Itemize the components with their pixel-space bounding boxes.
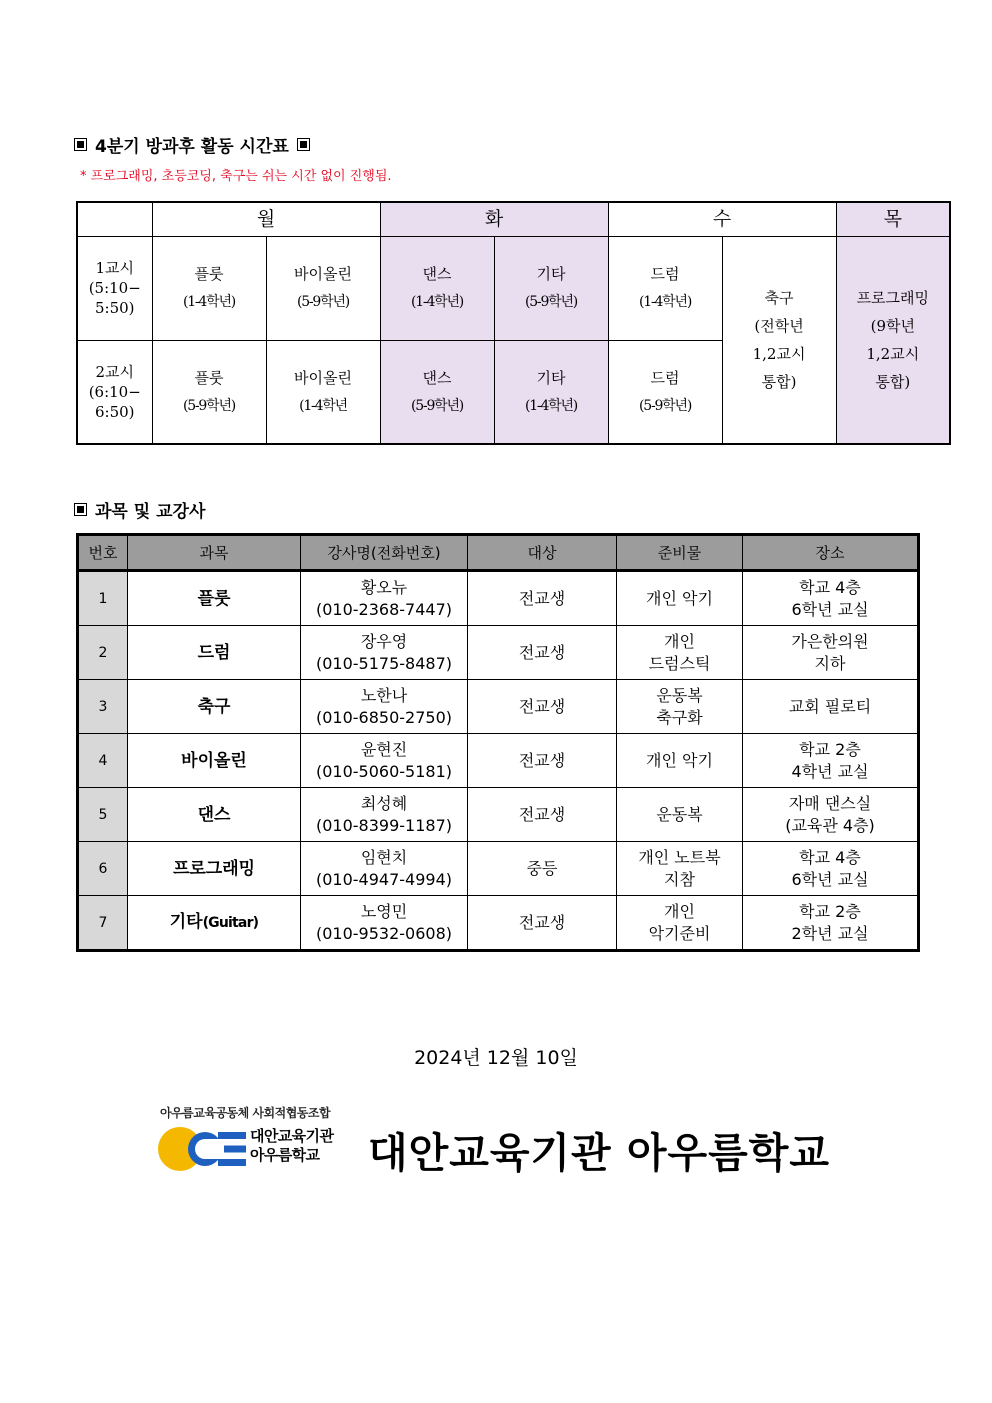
- period-1-cell: [77, 236, 152, 340]
- row-preparation: [617, 571, 743, 626]
- table-row: [78, 842, 919, 896]
- row-number: 4: [78, 734, 128, 788]
- activity-cell: [380, 236, 494, 340]
- row-teacher: [301, 571, 468, 626]
- teacher-phone: (010-9532-0608): [315, 923, 452, 943]
- programming-line: (9학년: [870, 316, 915, 335]
- row-subject: [128, 788, 301, 842]
- row-target: 전교생: [468, 734, 617, 788]
- row-number: 1: [78, 571, 128, 626]
- prep-line: 축구화: [656, 707, 703, 727]
- corner-cell: [77, 202, 152, 236]
- activity-grade: (5-9학년): [296, 294, 350, 310]
- activity-name: 바이올린: [294, 265, 352, 283]
- header-target: 대상: [468, 535, 617, 571]
- row-teacher: [301, 842, 468, 896]
- row-place: [743, 896, 919, 951]
- activity-cell: [266, 236, 380, 340]
- row-preparation: [617, 734, 743, 788]
- activity-name: 드럼: [650, 368, 680, 387]
- place-line: 학교 4층: [799, 847, 861, 867]
- subject-name: 축구: [197, 696, 231, 717]
- subject-name: 기타: [169, 912, 203, 932]
- place-line: 6학년 교실: [791, 869, 869, 889]
- period-name: 2교시: [95, 362, 135, 381]
- subject-name: 드럼: [197, 642, 231, 663]
- table-row: [78, 626, 919, 680]
- period-time-end: 5:50): [94, 299, 135, 317]
- row-target: 전교생: [468, 571, 617, 626]
- header-subject: 과목: [128, 535, 301, 571]
- subject-name-en: (Guitar): [202, 915, 259, 931]
- soccer-cell: [722, 236, 836, 444]
- table-row: [78, 896, 919, 951]
- subject-name: 바이올린: [181, 750, 247, 771]
- activity-cell: [494, 236, 608, 340]
- logo-text: [250, 1127, 333, 1165]
- teacher-name: 윤현진: [360, 739, 408, 759]
- row-target: 중등: [468, 842, 617, 896]
- teacher-phone: (010-6850-2750): [315, 707, 452, 727]
- teacher-name: 장우영: [360, 631, 408, 651]
- document-date: 2024년 12월 10일: [414, 1047, 578, 1069]
- activity-name: 드럼: [650, 265, 680, 283]
- row-place: [743, 680, 919, 734]
- activity-name: 기타: [536, 265, 566, 283]
- schedule-title-text: 4분기 방과후 활동 시간표: [95, 137, 289, 157]
- row-subject: [128, 680, 301, 734]
- square-bullet-icon: [297, 138, 310, 151]
- row-place: [743, 788, 919, 842]
- prep-line: 개인 노트북: [638, 847, 721, 867]
- activity-grade: (5-9학년): [182, 397, 236, 414]
- row-subject: [128, 896, 301, 951]
- subjects-section-title: [74, 497, 205, 522]
- row-target: 전교생: [468, 680, 617, 734]
- teacher-phone: (010-5175-8487): [315, 653, 452, 673]
- teacher-phone: (010-8399-1187): [315, 815, 452, 835]
- subject-name: 댄스: [197, 804, 231, 825]
- table-row: [78, 788, 919, 842]
- row-teacher: [301, 734, 468, 788]
- soccer-line: 1,2교시: [752, 344, 806, 363]
- activity-name: 바이올린: [294, 368, 352, 387]
- row-preparation: [617, 788, 743, 842]
- activity-grade: (1-4학년): [638, 294, 692, 310]
- place-line: 학교 4층: [799, 577, 861, 597]
- school-logo-icon: [158, 1124, 248, 1174]
- row-number: 5: [78, 788, 128, 842]
- table-row: [78, 571, 919, 626]
- logo-line-1: 대안교육기관: [250, 1127, 334, 1145]
- row-place: [743, 626, 919, 680]
- activity-name: 플룻: [194, 368, 224, 387]
- programming-line: 1,2교시: [866, 344, 920, 363]
- teacher-name: 노영민: [360, 901, 408, 921]
- place-line: 6학년 교실: [791, 599, 869, 619]
- activity-cell: [152, 340, 266, 444]
- teacher-name: 최성혜: [360, 793, 408, 813]
- place-line: 자매 댄스실: [788, 793, 872, 813]
- row-preparation: [617, 626, 743, 680]
- activity-grade: (5-9학년): [638, 397, 692, 414]
- period-name: 1교시: [95, 259, 135, 277]
- schedule-table: [76, 201, 951, 445]
- teacher-phone: (010-2368-7447): [315, 599, 452, 619]
- activity-grade: (5-9학년): [524, 294, 578, 310]
- subject-name: 플룻: [197, 588, 231, 609]
- place-line: 가은한의원: [791, 631, 869, 651]
- row-number: 3: [78, 680, 128, 734]
- square-bullet-icon: [74, 138, 87, 151]
- row-place: [743, 734, 919, 788]
- activity-name: 댄스: [422, 368, 452, 387]
- logo-line-2: 아우름학교: [250, 1146, 320, 1164]
- schedule-note: * 프로그래밍, 초등코딩, 축구는 쉬는 시간 없이 진행됨.: [80, 169, 392, 184]
- activity-grade: (1-4학년): [410, 294, 464, 310]
- subject-name: 프로그래밍: [172, 858, 256, 879]
- teacher-phone: (010-5060-5181): [315, 761, 452, 781]
- period-2-cell: [77, 340, 152, 444]
- row-subject: [128, 571, 301, 626]
- prep-line: 개인: [664, 901, 695, 921]
- activity-cell: [152, 236, 266, 340]
- place-line: 학교 2층: [799, 901, 861, 921]
- row-teacher: [301, 788, 468, 842]
- header-place: 장소: [743, 535, 919, 571]
- header-teacher: 강사명(전화번호): [301, 535, 468, 571]
- place-line: 학교 2층: [799, 739, 861, 759]
- prep-line: 지참: [664, 869, 695, 889]
- row-teacher: [301, 626, 468, 680]
- place-line: (교육관 4층): [785, 815, 875, 835]
- subjects-title-text: 과목 및 교강사: [95, 502, 206, 522]
- prep-line: 개인 악기: [646, 588, 713, 608]
- subjects-table: [76, 533, 920, 952]
- programming-line: 통합): [875, 372, 911, 391]
- activity-cell: [380, 340, 494, 444]
- row-number: 2: [78, 626, 128, 680]
- table-row: [78, 734, 919, 788]
- teacher-name: 임현치: [360, 847, 408, 867]
- row-number: 7: [78, 896, 128, 951]
- row-place: [743, 842, 919, 896]
- row-preparation: [617, 896, 743, 951]
- row-subject: [128, 626, 301, 680]
- row-target: 전교생: [468, 788, 617, 842]
- activity-grade: (1-4학년: [299, 397, 347, 414]
- row-target: 전교생: [468, 896, 617, 951]
- soccer-line: (전학년: [754, 316, 804, 335]
- school-name: 대안교육기관 아우름학교: [368, 1129, 830, 1177]
- row-place: [743, 571, 919, 626]
- header-preparation: 준비물: [617, 535, 743, 571]
- row-subject: [128, 842, 301, 896]
- activity-cell: [494, 340, 608, 444]
- place-line: 지하: [814, 653, 846, 673]
- teacher-phone: (010-4947-4994): [315, 869, 452, 889]
- activity-name: 기타: [536, 368, 566, 387]
- activity-name: 플룻: [194, 265, 224, 283]
- teacher-name: 황오뉴: [360, 577, 408, 597]
- period-time-start: (6:10−: [88, 382, 141, 401]
- teacher-name: 노한나: [360, 685, 408, 705]
- org-subtitle: 아우름교육공동체 사회적협동조합: [160, 1106, 331, 1120]
- programming-cell: [836, 236, 950, 444]
- prep-line: 운동복: [656, 804, 703, 824]
- day-header-wed: 수: [608, 202, 836, 236]
- period-time-start: (5:10−: [88, 279, 141, 297]
- table-row: [78, 680, 919, 734]
- prep-line: 운동복: [656, 685, 703, 705]
- prep-line: 드럼스틱: [648, 653, 711, 673]
- day-header-tue: 화: [380, 202, 608, 236]
- day-header-thu: 목: [836, 202, 950, 236]
- activity-grade: (1-4학년): [524, 397, 578, 414]
- header-number: 번호: [78, 535, 128, 571]
- activity-cell: [608, 236, 722, 340]
- day-header-mon: 월: [152, 202, 380, 236]
- place-line: 교회 필로티: [788, 696, 872, 716]
- schedule-section-title: [74, 132, 310, 157]
- prep-line: 개인: [664, 631, 695, 651]
- row-preparation: [617, 842, 743, 896]
- soccer-line: 축구: [764, 288, 794, 307]
- row-preparation: [617, 680, 743, 734]
- row-number: 6: [78, 842, 128, 896]
- prep-line: 악기준비: [648, 923, 711, 943]
- activity-grade: (5-9학년): [410, 397, 464, 414]
- prep-line: 개인 악기: [646, 750, 713, 770]
- square-bullet-icon: [74, 503, 87, 516]
- soccer-line: 통합): [761, 372, 797, 391]
- activity-cell: [608, 340, 722, 444]
- period-time-end: 6:50): [94, 402, 135, 421]
- row-target: 전교생: [468, 626, 617, 680]
- activity-cell: [266, 340, 380, 444]
- activity-name: 댄스: [422, 265, 452, 283]
- place-line: 2학년 교실: [791, 923, 869, 943]
- programming-line: 프로그래밍: [856, 288, 930, 307]
- place-line: 4학년 교실: [791, 761, 869, 781]
- row-subject: [128, 734, 301, 788]
- row-teacher: [301, 896, 468, 951]
- activity-grade: (1-4학년): [182, 294, 236, 310]
- row-teacher: [301, 680, 468, 734]
